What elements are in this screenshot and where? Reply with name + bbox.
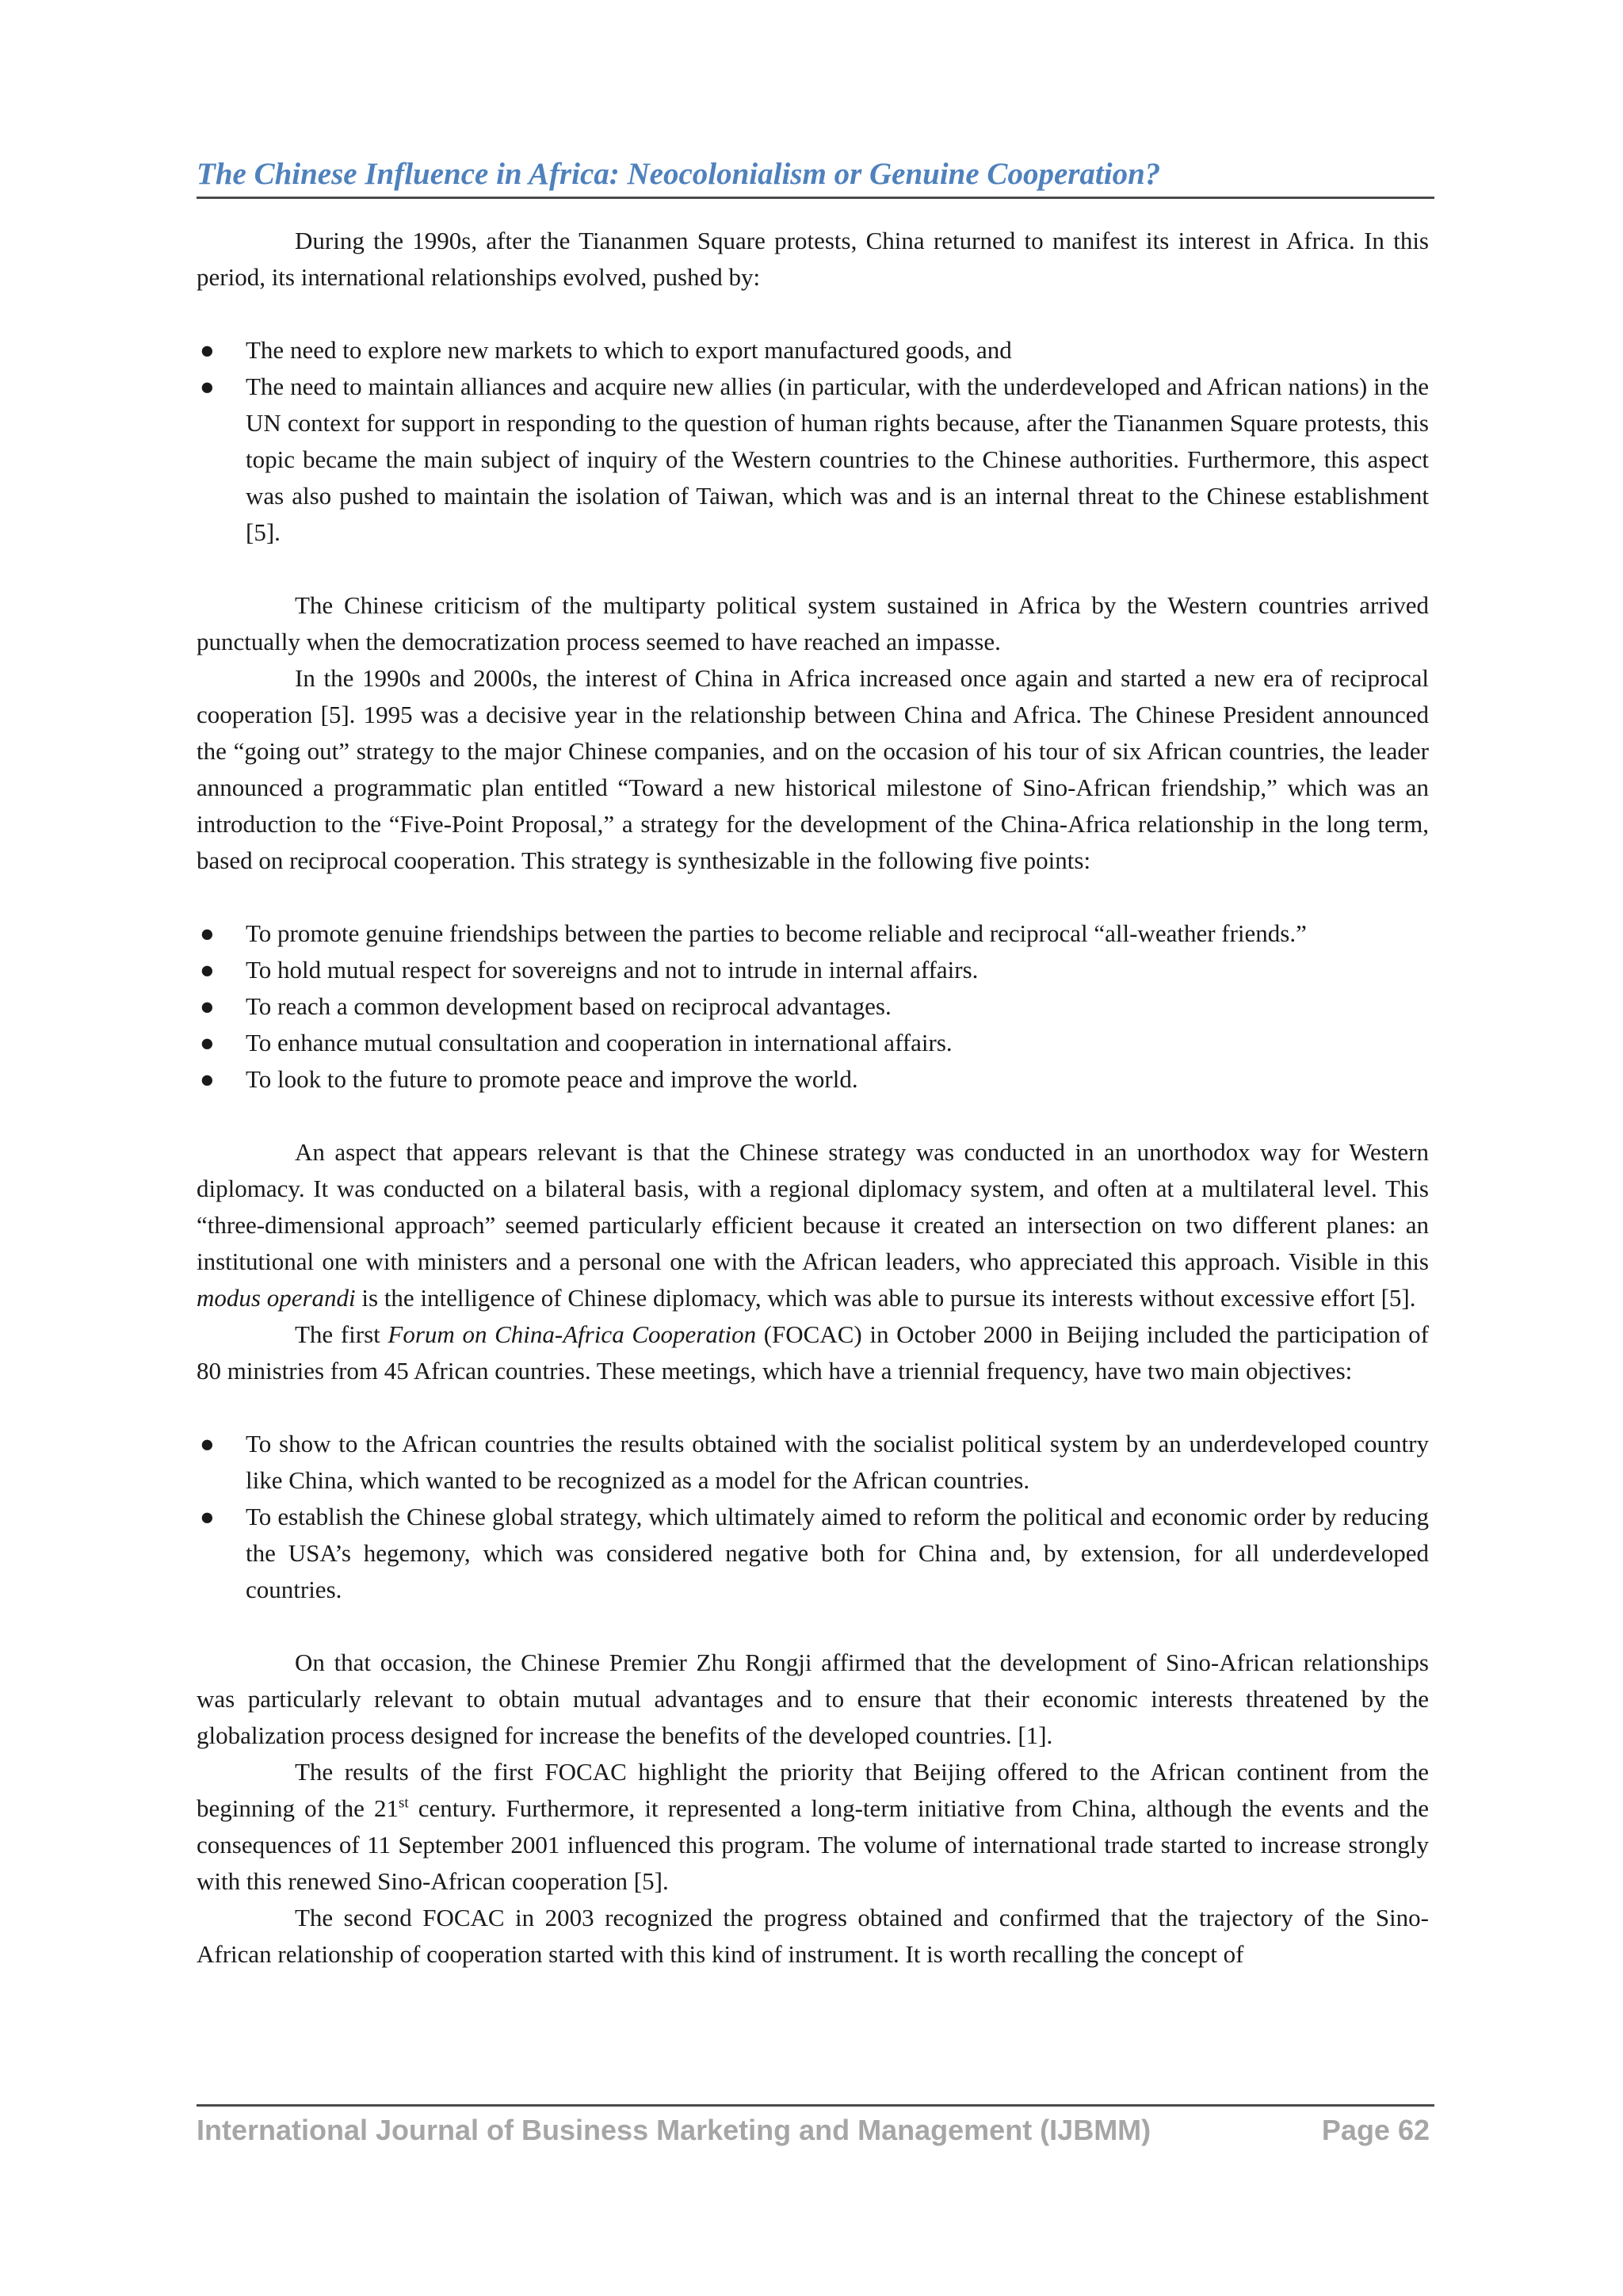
bullet-list bbox=[197, 915, 1429, 1098]
bullet-icon: ● bbox=[200, 1029, 215, 1056]
bullet-icon: ● bbox=[200, 1430, 215, 1457]
list-item: ● To enhance mutual consultation and cooperation in international affairs. bbox=[197, 1025, 1429, 1061]
list-item: ● To hold mutual respect for sovereigns and not to intrude in internal affairs. bbox=[197, 952, 1429, 988]
paragraph: The first Forum on China-Africa Cooperation (FOCAC) in October 2000 in Beijing included the participation of 80 ministries from 45 African countries. These meetings, which have a triennial frequency, have two main objectives: bbox=[197, 1320, 1429, 1385]
paragraph: On that occasion, the Chinese Premier Zhu Rongji affirmed that the development of Sino-African relationships was particularly relevant to obtain mutual advantages and to ensure that their economic interests threatened by the globalization process designed for increase the benefits of the developed countries. [1]. bbox=[197, 1648, 1429, 1749]
paragraph: During the 1990s, after the Tiananmen Square protests, China returned to manifest its interest in Africa. In this period, its international relationships evolved, pushed by: bbox=[197, 227, 1429, 291]
bullet-list bbox=[197, 332, 1429, 551]
list-item: ● To show to the African countries the results obtained with the socialist political system by an underdeveloped country like China, which wanted to be recognized as a model for the African countries. bbox=[197, 1426, 1429, 1499]
paragraph: The results of the first FOCAC highlight the priority that Beijing offered to the African continent from the beginning of the 21st century. Furthermore, it represented a long-term initiative from China, although the events and the consequences of 11 September 2001 influenced this program. The volume of international trade started to increase strongly with this renewed Sino-African cooperation [5]. bbox=[197, 1758, 1429, 1895]
page-number: Page 62 bbox=[1321, 2114, 1430, 2146]
paragraph: The second FOCAC in 2003 recognized the progress obtained and confirmed that the trajectory of the Sino-African relationship of cooperation started with this kind of instrument. It is worth recalling the concept of bbox=[197, 1904, 1429, 1968]
paragraph: An aspect that appears relevant is that the Chinese strategy was conducted in an unorthodox way for Western diplomacy. It was conducted on a bilateral basis, with a regional diplomacy system, and often at a multilateral level. This “three-dimensional approach” seemed particularly efficient because it created an intersection on two different planes: an institutional one with ministers and a personal one with the African leaders, who appreciated this approach. Visible in this modus operandi is the intelligence of Chinese diplomacy, which was able to pursue its interests without excessive effort [5]. bbox=[197, 1138, 1429, 1312]
article-body bbox=[197, 223, 1429, 1973]
list-item: ● The need to explore new markets to which to export manufactured goods, and bbox=[197, 332, 1429, 369]
ordinal-suffix: st bbox=[398, 1794, 409, 1812]
bullet-icon: ● bbox=[200, 1065, 215, 1093]
list-item: ● To look to the future to promote peace and improve the world. bbox=[197, 1061, 1429, 1098]
list-item: ● To reach a common development based on reciprocal advantages. bbox=[197, 988, 1429, 1025]
emphasis: modus operandi bbox=[197, 1284, 356, 1312]
bullet-icon: ● bbox=[200, 336, 215, 364]
list-item: ● The need to maintain alliances and acquire new allies (in particular, with the underdeveloped and African nations) in the UN context for support in responding to the question of human rights because, after the Tiananmen Square protests, this topic became the main subject of inquiry of the Western countries to the Chinese authorities. Furthermore, this aspect was also pushed to maintain the isolation of Taiwan, which was and is an internal threat to the Chinese establishment [5]. bbox=[197, 369, 1429, 551]
bullet-icon: ● bbox=[200, 956, 215, 984]
header-title: The Chinese Influence in Africa: Neocolonialism or Genuine Cooperation? bbox=[197, 157, 1161, 191]
bullet-icon: ● bbox=[200, 992, 215, 1020]
emphasis: Forum on China-Africa Cooperation bbox=[388, 1320, 757, 1348]
paragraph: The Chinese criticism of the multiparty political system sustained in Africa by the Western countries arrived punctually when the democratization process seemed to have reached an impasse. bbox=[197, 591, 1429, 655]
journal-name: International Journal of Business Marketing and Management (IJBMM) bbox=[197, 2114, 1151, 2146]
list-item: ● To promote genuine friendships between the parties to become reliable and reciprocal “all-weather friends.” bbox=[197, 915, 1429, 952]
running-header bbox=[197, 155, 1434, 199]
paragraph: In the 1990s and 2000s, the interest of China in Africa increased once again and started a new era of reciprocal cooperation [5]. 1995 was a decisive year in the relationship between China and Africa. The Chinese President announced the “going out” strategy to the major Chinese companies, and on the occasion of his tour of six African countries, the leader announced a programmatic plan entitled “Toward a new historical milestone of Sino-African friendship,” which was an introduction to the “Five-Point Proposal,” a strategy for the development of the China-Africa relationship in the long term, based on reciprocal cooperation. This strategy is synthesizable in the following five points: bbox=[197, 664, 1429, 874]
bullet-icon: ● bbox=[200, 1503, 215, 1530]
list-item: ● To establish the Chinese global strategy, which ultimately aimed to reform the political and economic order by reducing the USA’s hegemony, which was considered negative both for China and, by extension, for all underdeveloped countries. bbox=[197, 1499, 1429, 1608]
bullet-icon: ● bbox=[200, 372, 215, 400]
bullet-list bbox=[197, 1426, 1429, 1608]
bullet-icon: ● bbox=[200, 919, 215, 947]
running-footer bbox=[197, 2104, 1434, 2149]
